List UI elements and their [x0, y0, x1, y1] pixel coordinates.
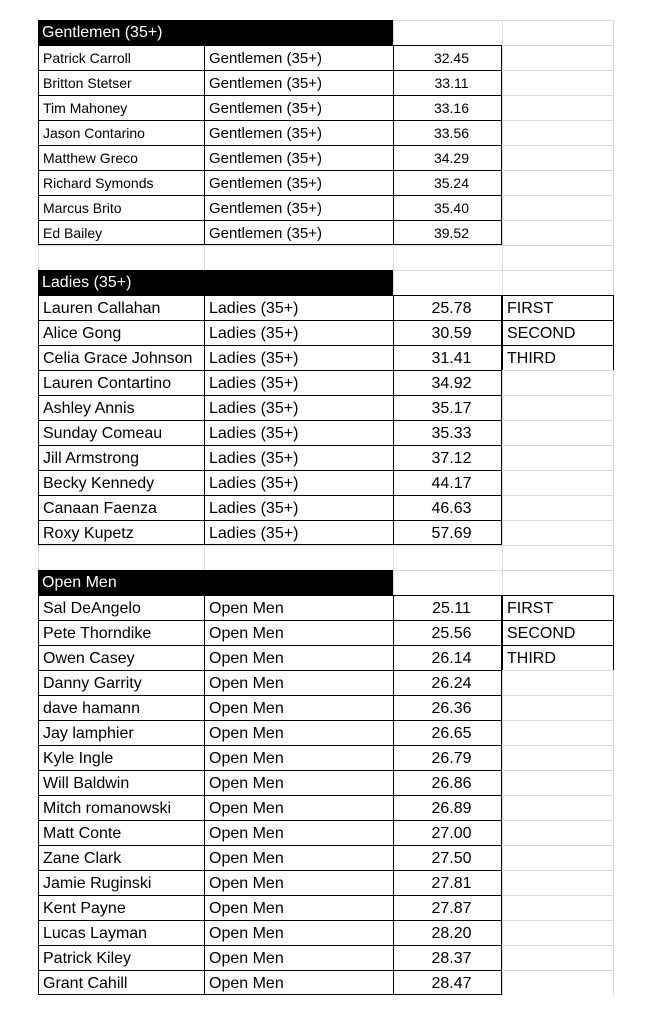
place-cell[interactable]: [502, 820, 614, 845]
name-cell[interactable]: Patrick Carroll: [38, 45, 204, 70]
name-cell[interactable]: Mitch romanowski: [38, 795, 204, 820]
table-row: [38, 845, 614, 870]
table-row: [38, 745, 614, 770]
time-cell[interactable]: 26.14: [393, 645, 502, 670]
division-cell[interactable]: Ladies (35+): [204, 495, 393, 520]
division-cell[interactable]: Open Men: [204, 870, 393, 895]
table-row: [38, 795, 614, 820]
name-cell[interactable]: Roxy Kupetz: [38, 520, 204, 545]
table-row: [38, 95, 614, 120]
time-cell[interactable]: 33.16: [393, 95, 502, 120]
division-cell[interactable]: Open Men: [204, 970, 393, 995]
division-cell[interactable]: Ladies (35+): [204, 345, 393, 370]
name-cell[interactable]: Marcus Brito: [38, 195, 204, 220]
place-cell[interactable]: [502, 695, 614, 720]
division-cell[interactable]: Open Men: [204, 795, 393, 820]
name-cell[interactable]: Kent Payne: [38, 895, 204, 920]
place-cell[interactable]: [502, 520, 614, 545]
place-cell[interactable]: [502, 920, 614, 945]
table-row: [38, 470, 614, 495]
gentlemen-section-heading: Gentlemen (35+): [38, 20, 393, 45]
time-cell[interactable]: 37.12: [393, 445, 502, 470]
empty-cell[interactable]: [393, 270, 502, 295]
empty-cell[interactable]: [393, 570, 502, 595]
name-cell[interactable]: Matt Conte: [38, 820, 204, 845]
blank-row: [38, 245, 614, 270]
time-cell[interactable]: 34.92: [393, 370, 502, 395]
time-cell[interactable]: 26.89: [393, 795, 502, 820]
division-cell[interactable]: Open Men: [204, 845, 393, 870]
place-cell[interactable]: FIRST: [502, 295, 614, 321]
time-cell[interactable]: 39.52: [393, 220, 502, 245]
table-row: [38, 695, 614, 720]
division-cell[interactable]: Open Men: [204, 595, 393, 620]
ladies-section-heading: Ladies (35+): [38, 270, 393, 295]
table-row: [38, 220, 614, 245]
empty-cell[interactable]: [204, 245, 393, 270]
table-row: [38, 720, 614, 745]
empty-cell[interactable]: [502, 245, 614, 270]
name-cell[interactable]: Grant Cahill: [38, 970, 204, 995]
time-cell[interactable]: 25.56: [393, 620, 502, 645]
table-row: [38, 870, 614, 895]
empty-cell[interactable]: [38, 245, 204, 270]
place-cell[interactable]: [502, 95, 614, 120]
place-cell[interactable]: THIRD: [502, 645, 614, 671]
name-cell[interactable]: Zane Clark: [38, 845, 204, 870]
table-row: [38, 345, 614, 370]
division-cell[interactable]: Ladies (35+): [204, 295, 393, 320]
time-cell[interactable]: 26.36: [393, 695, 502, 720]
open-men-heading-row: [38, 570, 614, 595]
name-cell[interactable]: Becky Kennedy: [38, 470, 204, 495]
name-cell[interactable]: Pete Thorndike: [38, 620, 204, 645]
place-cell[interactable]: [502, 220, 614, 245]
table-row: [38, 320, 614, 345]
division-cell[interactable]: Open Men: [204, 620, 393, 645]
place-cell[interactable]: [502, 120, 614, 145]
place-cell[interactable]: [502, 170, 614, 195]
division-cell[interactable]: Ladies (35+): [204, 395, 393, 420]
place-cell[interactable]: [502, 420, 614, 445]
table-row: [38, 620, 614, 645]
name-cell[interactable]: Will Baldwin: [38, 770, 204, 795]
time-cell[interactable]: 26.24: [393, 670, 502, 695]
place-cell[interactable]: [502, 470, 614, 495]
time-cell[interactable]: 57.69: [393, 520, 502, 545]
table-row: [38, 445, 614, 470]
division-cell[interactable]: Open Men: [204, 895, 393, 920]
division-cell[interactable]: Gentlemen (35+): [204, 70, 393, 95]
place-cell[interactable]: [502, 670, 614, 695]
place-cell[interactable]: SECOND: [502, 320, 614, 346]
time-cell[interactable]: 26.79: [393, 745, 502, 770]
name-cell[interactable]: Lauren Contartino: [38, 370, 204, 395]
place-cell[interactable]: [502, 145, 614, 170]
table-row: [38, 295, 614, 320]
time-cell[interactable]: 30.59: [393, 320, 502, 345]
name-cell[interactable]: Canaan Faenza: [38, 495, 204, 520]
open-men-section-heading: Open Men: [38, 570, 393, 595]
table-row: [38, 820, 614, 845]
name-cell[interactable]: Danny Garrity: [38, 670, 204, 695]
name-cell[interactable]: Ed Bailey: [38, 220, 204, 245]
table-row: [38, 970, 614, 995]
table-row: [38, 170, 614, 195]
time-cell[interactable]: 34.29: [393, 145, 502, 170]
time-cell[interactable]: 35.17: [393, 395, 502, 420]
division-cell[interactable]: Gentlemen (35+): [204, 220, 393, 245]
table-row: [38, 645, 614, 670]
time-cell[interactable]: 25.78: [393, 295, 502, 320]
division-cell[interactable]: Ladies (35+): [204, 320, 393, 345]
name-cell[interactable]: Jay lamphier: [38, 720, 204, 745]
time-cell[interactable]: 44.17: [393, 470, 502, 495]
table-row: [38, 70, 614, 95]
name-cell[interactable]: Jill Armstrong: [38, 445, 204, 470]
division-cell[interactable]: Open Men: [204, 670, 393, 695]
division-cell[interactable]: Open Men: [204, 745, 393, 770]
place-cell[interactable]: [502, 970, 614, 995]
table-row: [38, 145, 614, 170]
table-row: [38, 370, 614, 395]
place-cell[interactable]: [502, 770, 614, 795]
time-cell[interactable]: 28.37: [393, 945, 502, 970]
place-cell[interactable]: [502, 845, 614, 870]
place-cell[interactable]: [502, 745, 614, 770]
division-cell[interactable]: Gentlemen (35+): [204, 95, 393, 120]
table-row: [38, 420, 614, 445]
division-cell[interactable]: Gentlemen (35+): [204, 170, 393, 195]
place-cell[interactable]: [502, 370, 614, 395]
empty-cell[interactable]: [502, 20, 614, 45]
place-cell[interactable]: [502, 495, 614, 520]
place-cell[interactable]: [502, 70, 614, 95]
name-cell[interactable]: Richard Symonds: [38, 170, 204, 195]
table-row: [38, 895, 614, 920]
place-cell[interactable]: SECOND: [502, 620, 614, 646]
name-cell[interactable]: Jason Contarino: [38, 120, 204, 145]
name-cell[interactable]: dave hamann: [38, 695, 204, 720]
time-cell[interactable]: 35.40: [393, 195, 502, 220]
name-cell[interactable]: Owen Casey: [38, 645, 204, 670]
table-row: [38, 195, 614, 220]
division-cell[interactable]: Open Men: [204, 920, 393, 945]
empty-cell[interactable]: [393, 245, 502, 270]
place-cell[interactable]: [502, 895, 614, 920]
division-cell[interactable]: Gentlemen (35+): [204, 45, 393, 70]
division-cell[interactable]: Gentlemen (35+): [204, 145, 393, 170]
place-cell[interactable]: [502, 945, 614, 970]
time-cell[interactable]: 33.11: [393, 70, 502, 95]
place-cell[interactable]: [502, 720, 614, 745]
table-row: [38, 945, 614, 970]
blank-row: [38, 545, 614, 570]
name-cell[interactable]: Ashley Annis: [38, 395, 204, 420]
division-cell[interactable]: Open Men: [204, 720, 393, 745]
time-cell[interactable]: 35.33: [393, 420, 502, 445]
place-cell[interactable]: [502, 445, 614, 470]
name-cell[interactable]: Sunday Comeau: [38, 420, 204, 445]
name-cell[interactable]: Tim Mahoney: [38, 95, 204, 120]
place-cell[interactable]: [502, 195, 614, 220]
table-row: [38, 520, 614, 545]
division-cell[interactable]: Open Men: [204, 945, 393, 970]
division-cell[interactable]: Gentlemen (35+): [204, 195, 393, 220]
table-row: [38, 595, 614, 620]
name-cell[interactable]: Jamie Ruginski: [38, 870, 204, 895]
table-row: [38, 395, 614, 420]
place-cell[interactable]: [502, 45, 614, 70]
division-cell[interactable]: Ladies (35+): [204, 445, 393, 470]
division-cell[interactable]: Ladies (35+): [204, 370, 393, 395]
name-cell[interactable]: Kyle Ingle: [38, 745, 204, 770]
name-cell[interactable]: Alice Gong: [38, 320, 204, 345]
place-cell[interactable]: FIRST: [502, 595, 614, 621]
empty-cell[interactable]: [502, 270, 614, 295]
gentlemen-heading-row: [38, 20, 614, 45]
division-cell[interactable]: Open Men: [204, 770, 393, 795]
name-cell[interactable]: Matthew Greco: [38, 145, 204, 170]
name-cell[interactable]: Lucas Layman: [38, 920, 204, 945]
table-row: [38, 920, 614, 945]
time-cell[interactable]: 28.47: [393, 970, 502, 995]
time-cell[interactable]: 46.63: [393, 495, 502, 520]
time-cell[interactable]: 27.81: [393, 870, 502, 895]
empty-cell[interactable]: [38, 545, 204, 570]
table-row: [38, 670, 614, 695]
empty-cell[interactable]: [393, 20, 502, 45]
time-cell[interactable]: 33.56: [393, 120, 502, 145]
division-cell[interactable]: Ladies (35+): [204, 520, 393, 545]
name-cell[interactable]: Celia Grace Johnson: [38, 345, 204, 370]
table-row: [38, 120, 614, 145]
place-cell[interactable]: [502, 395, 614, 420]
time-cell[interactable]: 25.11: [393, 595, 502, 620]
empty-cell[interactable]: [393, 545, 502, 570]
time-cell[interactable]: 31.41: [393, 345, 502, 370]
time-cell[interactable]: 27.00: [393, 820, 502, 845]
place-cell[interactable]: [502, 870, 614, 895]
name-cell[interactable]: Sal DeAngelo: [38, 595, 204, 620]
division-cell[interactable]: Open Men: [204, 695, 393, 720]
time-cell[interactable]: 35.24: [393, 170, 502, 195]
table-row: [38, 45, 614, 70]
division-cell[interactable]: Gentlemen (35+): [204, 120, 393, 145]
time-cell[interactable]: 27.87: [393, 895, 502, 920]
time-cell[interactable]: 26.65: [393, 720, 502, 745]
empty-cell[interactable]: [502, 545, 614, 570]
empty-cell[interactable]: [502, 570, 614, 595]
division-cell[interactable]: Open Men: [204, 645, 393, 670]
empty-cell[interactable]: [204, 545, 393, 570]
ladies-heading-row: [38, 270, 614, 295]
table-row: [38, 495, 614, 520]
division-cell[interactable]: Ladies (35+): [204, 470, 393, 495]
table-row: [38, 770, 614, 795]
time-cell[interactable]: 32.45: [393, 45, 502, 70]
name-cell[interactable]: Patrick Kiley: [38, 945, 204, 970]
name-cell[interactable]: Lauren Callahan: [38, 295, 204, 320]
place-cell[interactable]: THIRD: [502, 345, 614, 371]
place-cell[interactable]: [502, 795, 614, 820]
name-cell[interactable]: Britton Stetser: [38, 70, 204, 95]
time-cell[interactable]: 26.86: [393, 770, 502, 795]
division-cell[interactable]: Open Men: [204, 820, 393, 845]
division-cell[interactable]: Ladies (35+): [204, 420, 393, 445]
time-cell[interactable]: 28.20: [393, 920, 502, 945]
time-cell[interactable]: 27.50: [393, 845, 502, 870]
